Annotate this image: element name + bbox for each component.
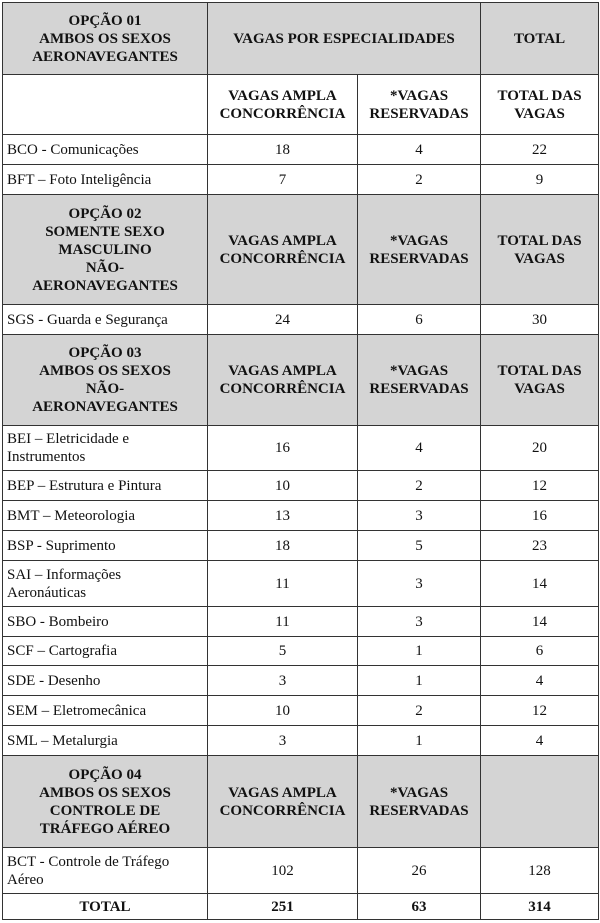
- total-label: TOTAL: [3, 894, 208, 920]
- ampla-value: 13: [208, 501, 358, 531]
- opcao01-subheader-row: [3, 75, 599, 135]
- ampla-value: 11: [208, 561, 358, 607]
- col-reservadas-header: *VAGAS RESERVADAS: [358, 75, 481, 135]
- col-ampla-header: VAGAS AMPLA CONCORRÊNCIA: [208, 195, 358, 305]
- col-total-header: TOTAL DAS VAGAS: [481, 335, 599, 426]
- total-value: 128: [481, 848, 599, 894]
- reservadas-value: 1: [358, 666, 481, 696]
- total-value: 23: [481, 531, 599, 561]
- col-total-header: TOTAL DAS VAGAS: [481, 75, 599, 135]
- total-reservadas: 63: [358, 894, 481, 920]
- table-row: [3, 666, 599, 696]
- total-value: 16: [481, 501, 599, 531]
- reservadas-value: 1: [358, 726, 481, 756]
- especialidade-name: SBO - Bombeiro: [3, 607, 208, 637]
- especialidade-name: SGS - Guarda e Segurança: [3, 305, 208, 335]
- blank-cell: [3, 75, 208, 135]
- opcao02-header-row: [3, 195, 599, 305]
- ampla-value: 24: [208, 305, 358, 335]
- table-row: [3, 531, 599, 561]
- reservadas-value: 2: [358, 471, 481, 501]
- especialidade-name: SCF – Cartografia: [3, 637, 208, 666]
- table-row: [3, 135, 599, 165]
- vagas-table: [2, 2, 599, 920]
- table-row: [3, 165, 599, 195]
- ampla-value: 10: [208, 696, 358, 726]
- table-row: [3, 726, 599, 756]
- total-value: 14: [481, 607, 599, 637]
- total-value: 22: [481, 135, 599, 165]
- especialidade-name: SML – Metalurgia: [3, 726, 208, 756]
- ampla-value: 102: [208, 848, 358, 894]
- especialidade-name: BSP - Suprimento: [3, 531, 208, 561]
- table-row: [3, 501, 599, 531]
- reservadas-value: 4: [358, 426, 481, 471]
- table-row: [3, 426, 599, 471]
- ampla-value: 5: [208, 637, 358, 666]
- table-row: [3, 561, 599, 607]
- especialidade-name: BFT – Foto Inteligência: [3, 165, 208, 195]
- opcao01-title: OPÇÃO 01 AMBOS OS SEXOS AERONAVEGANTES: [3, 3, 208, 75]
- ampla-value: 3: [208, 666, 358, 696]
- reservadas-value: 6: [358, 305, 481, 335]
- especialidade-name: SDE - Desenho: [3, 666, 208, 696]
- col-reservadas-header: *VAGAS RESERVADAS: [358, 195, 481, 305]
- table-row: [3, 471, 599, 501]
- especialidade-name: BEP – Estrutura e Pintura: [3, 471, 208, 501]
- col-reservadas-header: *VAGAS RESERVADAS: [358, 335, 481, 426]
- reservadas-value: 3: [358, 501, 481, 531]
- col-ampla-header: VAGAS AMPLA CONCORRÊNCIA: [208, 335, 358, 426]
- col-ampla-header: VAGAS AMPLA CONCORRÊNCIA: [208, 756, 358, 848]
- ampla-value: 18: [208, 531, 358, 561]
- especialidade-name: SAI – Informações Aeronáuticas: [3, 561, 208, 607]
- ampla-value: 16: [208, 426, 358, 471]
- reservadas-value: 3: [358, 607, 481, 637]
- total-header: TOTAL: [481, 3, 599, 75]
- table-row: [3, 848, 599, 894]
- opcao04-title: OPÇÃO 04 AMBOS OS SEXOS CONTROLE DE TRÁFEGO AÉREO: [3, 756, 208, 848]
- col-ampla-header: VAGAS AMPLA CONCORRÊNCIA: [208, 75, 358, 135]
- total-geral: 314: [481, 894, 599, 920]
- total-value: 14: [481, 561, 599, 607]
- reservadas-value: 4: [358, 135, 481, 165]
- especialidade-name: BMT – Meteorologia: [3, 501, 208, 531]
- total-value: 9: [481, 165, 599, 195]
- total-value: 12: [481, 696, 599, 726]
- total-ampla: 251: [208, 894, 358, 920]
- table-row: [3, 637, 599, 666]
- total-value: 12: [481, 471, 599, 501]
- reservadas-value: 26: [358, 848, 481, 894]
- reservadas-value: 3: [358, 561, 481, 607]
- total-value: 4: [481, 666, 599, 696]
- opcao04-header-row: [3, 756, 599, 848]
- reservadas-value: 5: [358, 531, 481, 561]
- total-value: 20: [481, 426, 599, 471]
- especialidade-name: BEI – Eletricidade e Instrumentos: [3, 426, 208, 471]
- ampla-value: 18: [208, 135, 358, 165]
- total-value: 6: [481, 637, 599, 666]
- total-value: 30: [481, 305, 599, 335]
- ampla-value: 10: [208, 471, 358, 501]
- col-total-header: TOTAL DAS VAGAS: [481, 195, 599, 305]
- blank-header-cell: [481, 756, 599, 848]
- ampla-value: 7: [208, 165, 358, 195]
- total-value: 4: [481, 726, 599, 756]
- table-row: [3, 305, 599, 335]
- table-row: [3, 696, 599, 726]
- especialidade-name: BCO - Comunicações: [3, 135, 208, 165]
- reservadas-value: 2: [358, 696, 481, 726]
- especialidade-name: SEM – Eletromecânica: [3, 696, 208, 726]
- ampla-value: 3: [208, 726, 358, 756]
- especialidade-name: BCT - Controle de Tráfego Aéreo: [3, 848, 208, 894]
- vagas-especialidades-header: VAGAS POR ESPECIALIDADES: [208, 3, 481, 75]
- total-row: [3, 894, 599, 920]
- reservadas-value: 2: [358, 165, 481, 195]
- table-row: [3, 607, 599, 637]
- reservadas-value: 1: [358, 637, 481, 666]
- col-reservadas-header: *VAGAS RESERVADAS: [358, 756, 481, 848]
- opcao01-header-row: [3, 3, 599, 75]
- ampla-value: 11: [208, 607, 358, 637]
- opcao02-title: OPÇÃO 02 SOMENTE SEXO MASCULINO NÃO- AERONAVEGANTES: [3, 195, 208, 305]
- opcao03-title: OPÇÃO 03 AMBOS OS SEXOS NÃO- AERONAVEGANTES: [3, 335, 208, 426]
- opcao03-header-row: [3, 335, 599, 426]
